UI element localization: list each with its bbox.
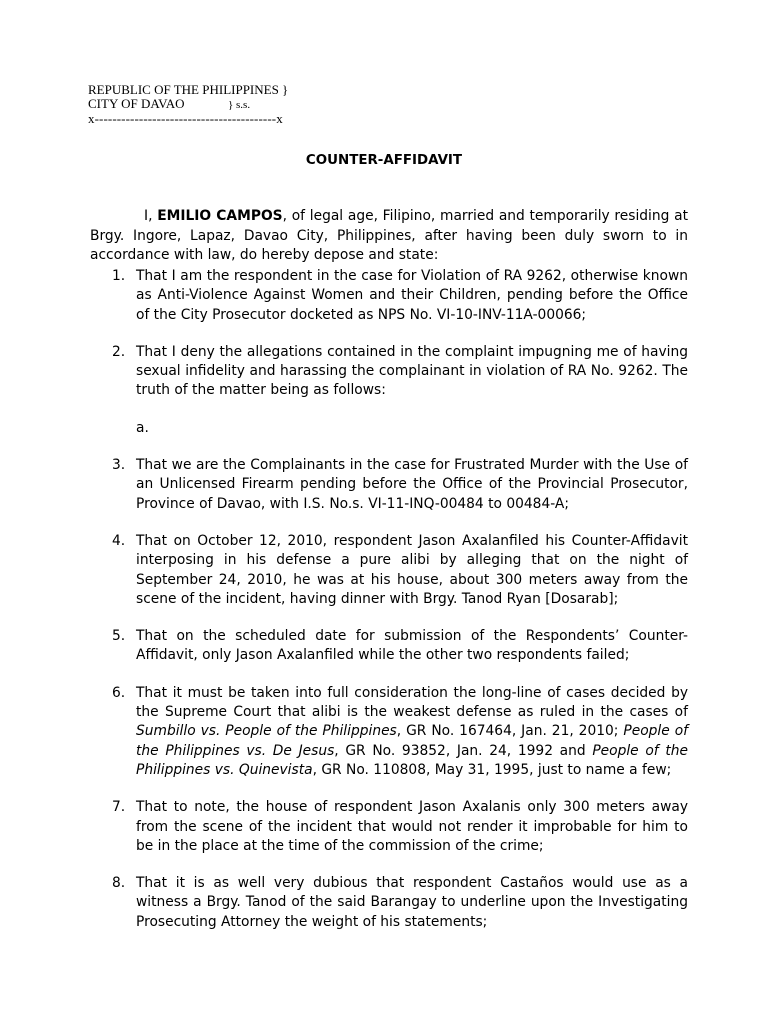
statement-item [90, 798, 688, 856]
text-run: I, [144, 207, 158, 224]
item-number: 7. [112, 799, 126, 816]
item-number: a. [136, 419, 149, 436]
text-run: That I am the respondent in the case for Violation of RA 9262, otherwise known as Anti-Violence Against Women and their Children, pending before the Office of the City Prosecutor docketed as NPS No. VI-10-INV-11A-00066; [136, 268, 688, 323]
caption-x-line: x-----------------------------------------x [88, 111, 283, 126]
statement-item [90, 532, 688, 609]
caption-city: CITY OF DAVAO [88, 96, 185, 111]
item-number: 8. [112, 875, 126, 892]
caption-republic: REPUBLIC OF THE PHILIPPINES } [88, 82, 289, 97]
document-title: COUNTER-AFFIDAVIT [305, 153, 463, 168]
text-run: , GR No. 167464, Jan. 21, 2010; [396, 723, 624, 740]
text-run: , of legal age, Filipino, married and temporarily residing at Brgy. Ingore, Lapaz, Davao City, Philippines, after having been duly sworn to in accordance with law, do hereby depose and state: [90, 207, 688, 264]
item-number: 2. [112, 343, 126, 360]
item-number: 5. [112, 628, 126, 645]
text-run: That we are the Complainants in the case for Frustrated Murder with the Use of an Unlicensed Firearm pending before the Office of the Provincial Prosecutor, Province of Davao, with I.S. No.s. VI-11-INQ-00484 to 00484-A; [136, 457, 688, 512]
statement-item [90, 627, 688, 666]
case-citation: Sumbillo vs. People of the Philippines [136, 723, 397, 740]
statement-item [90, 267, 688, 325]
numbered-statements [90, 267, 688, 932]
case-citation: People of the Philippines vs. Quinevista [136, 742, 688, 778]
text-run: That it must be taken into full consideration the long-line of cases decided by the Supreme Court that alibi is the weakest defense as ruled in the cases of [136, 684, 688, 721]
venue-caption [88, 83, 288, 126]
text-run: , GR No. 93852, Jan. 24, 1992 and [334, 742, 593, 759]
item-number: 3. [112, 457, 126, 474]
statement-item [90, 343, 688, 401]
text-run: That to note, the house of respondent Jason Axalanis only 300 meters away from the scene of the incident that would not render it improbable for him to be in the place at the time of the commission of the crime; [136, 799, 688, 854]
statement-item [90, 684, 688, 780]
case-citation: People of the Philippines vs. De Jesus [136, 723, 688, 759]
item-number: 4. [112, 532, 126, 549]
text-run: That on October 12, 2010, respondent Jason Axalanfiled his Counter-Affidavit interposing in his defense a pure alibi by alleging that on the night of September 24, 2010, he was at his house, about 300 meters away from the scene of the incident, having dinner with Brgy. Tanod Ryan [Dosarab]; [136, 532, 688, 607]
item-number: 6. [112, 684, 126, 701]
text-run: That on the scheduled date for submission of the Respondents’ Counter-Affidavit, only Jason Axalanfiled while the other two respondents failed; [136, 628, 688, 664]
text-run: That it is as well very dubious that respondent Castaños would use as a witness a Brgy. Tanod of the said Barangay to underline upon the Investigating Prosecuting Attorney the weight of his statements; [136, 875, 688, 930]
statement-item [90, 456, 688, 514]
affiant-name: EMILIO CAMPOS [157, 207, 283, 224]
item-number: 1. [112, 268, 126, 284]
text-run: That I deny the allegations contained in the complaint impugning me of having sexual infidelity and harassing the complainant in violation of RA No. 9262. The truth of the matter being as follows: [136, 343, 688, 399]
intro-paragraph [90, 207, 688, 266]
sub-item [90, 419, 688, 438]
statement-item [90, 874, 688, 932]
text-run: , GR No. 110808, May 31, 1995, just to name a few; [312, 761, 672, 778]
caption-city-line [88, 97, 288, 112]
caption-ss: } s.s. [228, 99, 251, 111]
